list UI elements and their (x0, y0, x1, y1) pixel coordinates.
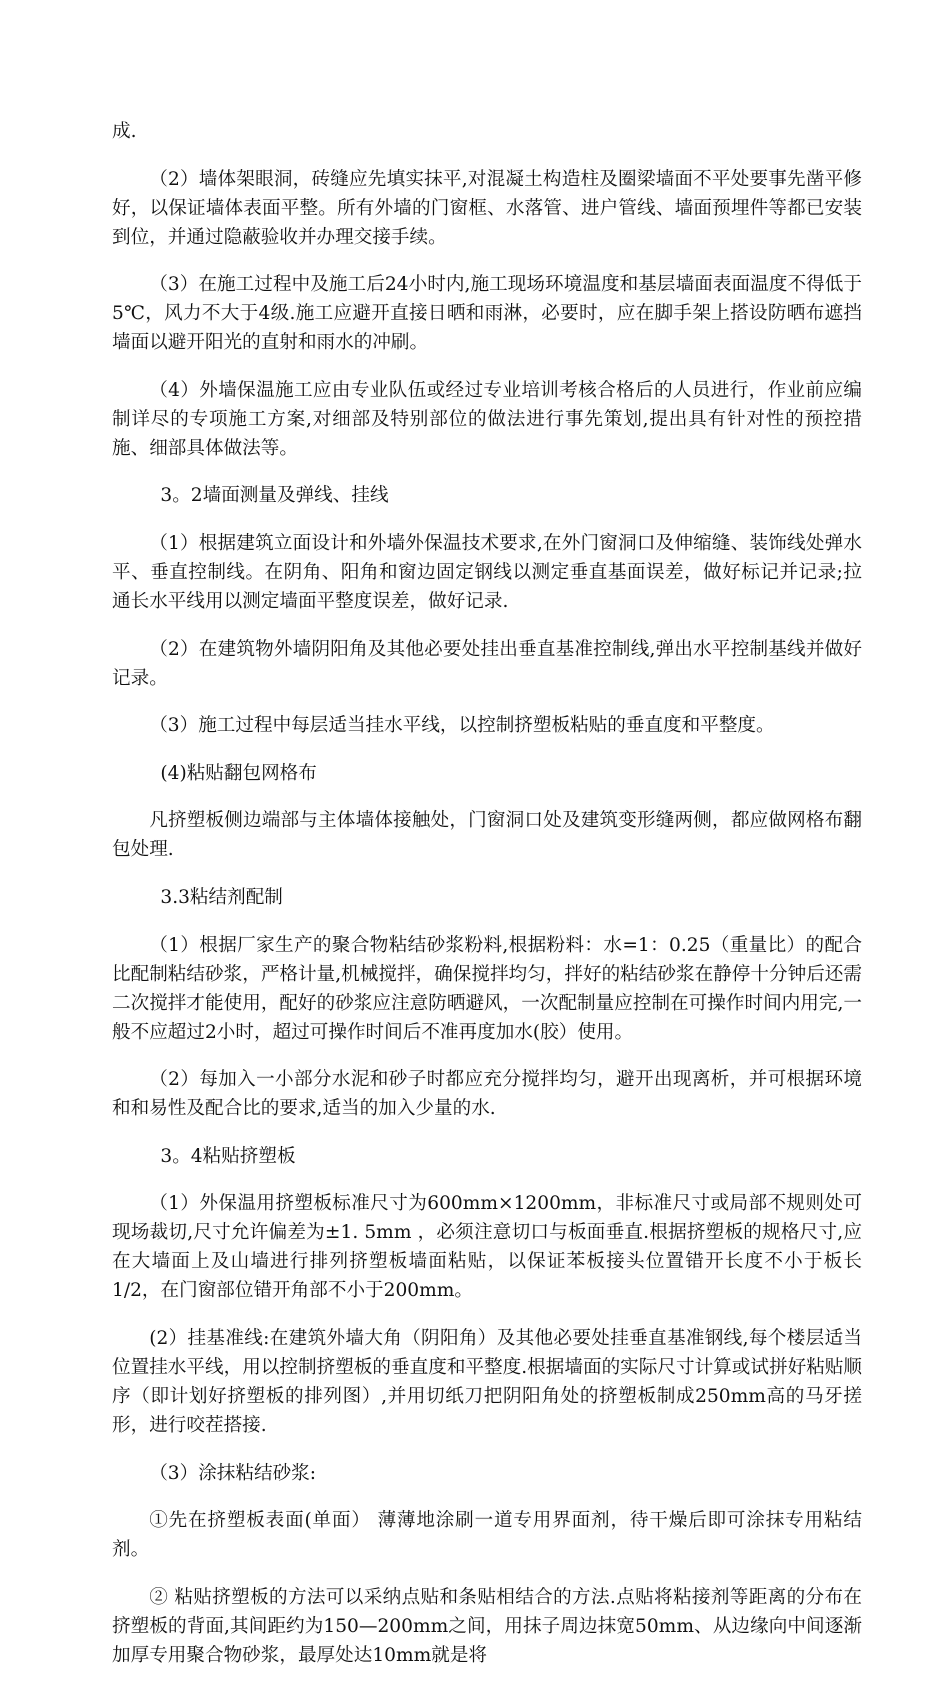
paragraph-item-2: （2）墙体架眼洞，砖缝应先填实抹平,对混凝土构造柱及圈梁墙面不平处要事先凿平修好，以保证墙体表面平整。所有外墙的门窗框、水落管、进户管线、墙面预埋件等都已安装到位，并通过隐蔽验收并办理交接手续。 (112, 168, 862, 248)
paragraph-continuation: 成. (112, 121, 137, 142)
section-heading-3-4: 3。4粘贴挤塑板 (160, 1145, 296, 1167)
paragraph-3-4-item-2: (2）挂基准线:在建筑外墙大角（阴阳角）及其他必要处挂垂直基准钢线,每个楼层适当位置挂水平线，用以控制挤塑板的垂直度和平整度.根据墙面的实际尺寸计算或试拼好粘贴顺序（即计划好挤塑板的排列图）,并用切纸刀把阴阳角处的挤塑板制成250mm高的马牙搓形，进行咬茬搭接. (112, 1327, 862, 1436)
paragraph-3-4-item-3: （3）涂抹粘结砂浆: (149, 1462, 317, 1484)
paragraph-mesh-wrap: 凡挤塑板侧边端部与主体墙体接触处，门窗洞口处及建筑变形缝两侧，都应做网格布翻包处理. (112, 810, 862, 861)
paragraph-step-1: ①先在挤塑板表面(单面） 薄薄地涂刷一道专用界面剂，待干燥后即可涂抹专用粘结剂。 (112, 1510, 862, 1561)
paragraph-item-3: （3）在施工过程中及施工后24小时内,施工现场环境温度和基层墙面表面温度不得低于5℃，风力不大于4级.施工应避开直接日晒和雨淋，必要时，应在脚手架上搭设防晒布遮挡墙面以避开阳光的直射和雨水的冲刷。 (112, 274, 862, 354)
paragraph-3-2-item-3: （3）施工过程中每层适当挂水平线，以控制挤塑板粘贴的垂直度和平整度。 (149, 715, 775, 737)
paragraph-3-3-item-1: （1）根据厂家生产的聚合物粘结砂浆粉料,根据粉料：水=1：0.25（重量比）的配合比配制粘结砂浆，严格计量,机械搅拌，确保搅拌均匀，拌好的粘结砂浆在静停十分钟后还需二次搅拌才能使用，配好的砂浆应注意防晒避风，一次配制量应控制在可操作时间内用完,一般不应超过2小时，超过可操作时间后不准再度加水(胶）使用。 (112, 934, 862, 1043)
paragraph-3-2-item-1: （1）根据建筑立面设计和外墙外保温技术要求,在外门窗洞口及伸缩缝、装饰线处弹水平、垂直控制线。在阴角、阳角和窗边固定钢线以测定垂直基面误差，做好标记并记录;拉通长水平线用以测定墙面平整度误差，做好记录. (112, 532, 862, 612)
section-heading-3-3: 3.3粘结剂配制 (160, 886, 283, 908)
paragraph-3-4-item-1: （1）外保温用挤塑板标准尺寸为600mm×1200mm，非标准尺寸或局部不规则处可现场裁切,尺寸允许偏差为±1. 5mm ，必须注意切口与板面垂直.根据挤塑板的规格尺寸,应在大墙面上及山墙进行排列挤塑板墙面粘贴，以保证苯板接头位置错开长度不小于板长1/2，在门窗部位错开角部不小于200mm。 (112, 1193, 862, 1302)
document-page (112, 117, 862, 1688)
paragraph-item-4: （4）外墙保温施工应由专业队伍或经过专业培训考核合格后的人员进行，作业前应编制详尽的专项施工方案,对细部及特别部位的做法进行事先策划,提出具有针对性的预控措施、细部具体做法等。 (112, 379, 862, 459)
paragraph-3-3-item-2: （2）每加入一小部分水泥和砂子时都应充分搅拌均匀，避开出现离析，并可根据环境和和易性及配合比的要求,适当的加入少量的水. (112, 1069, 862, 1120)
subheading-mesh-wrap: (4)粘贴翻包网格布 (160, 762, 317, 784)
paragraph-step-2: ② 粘贴挤塑板的方法可以采纳点贴和条贴相结合的方法.点贴将粘接剂等距离的分布在挤塑板的背面,其间距约为150—200mm之间，用抹子周边抹宽50mm、从边缘向中间逐渐加厚专用聚合物砂浆，最厚处达10mm就是将 (112, 1586, 862, 1666)
section-heading-3-2: 3。2墙面测量及弹线、挂线 (160, 485, 389, 507)
paragraph-3-2-item-2: （2）在建筑物外墙阴阳角及其他必要处挂出垂直基准控制线,弹出水平控制基线并做好记录。 (112, 638, 862, 689)
